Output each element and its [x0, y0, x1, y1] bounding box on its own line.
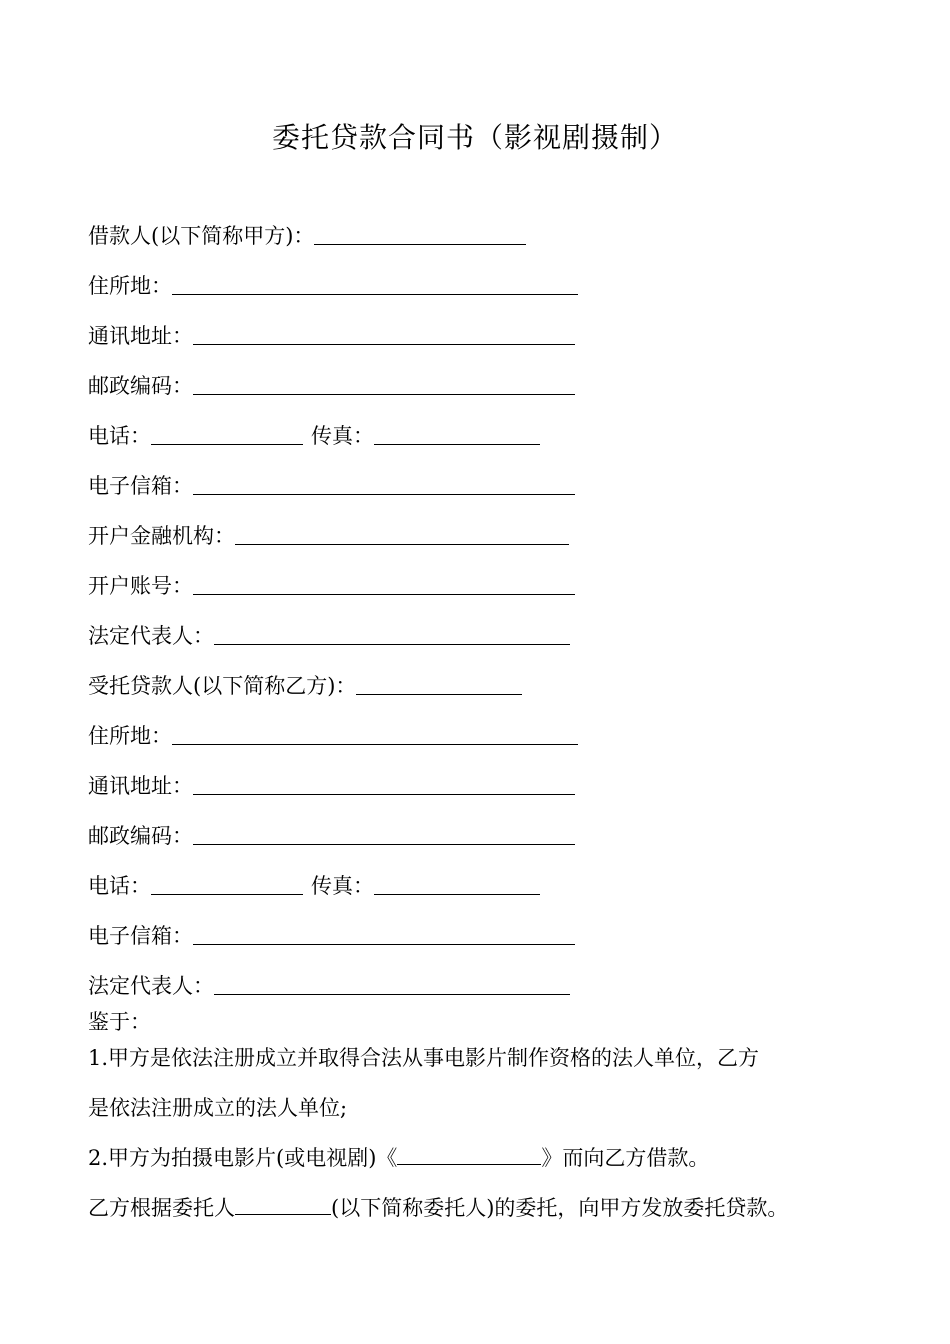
- lender-legal-rep-row: [88, 969, 570, 1003]
- borrower-postal-code-row: [88, 369, 575, 403]
- lender-email-blank[interactable]: [193, 943, 575, 945]
- recital-item2-after: 》而向乙方借款。: [541, 1146, 710, 1170]
- lender-phone-blank[interactable]: [151, 893, 303, 895]
- principal-name-blank[interactable]: [235, 1194, 331, 1215]
- borrower-account-label: 开户账号：: [88, 574, 193, 598]
- lender-postal-code-blank[interactable]: [193, 843, 575, 845]
- recital-item1-line1: 1.甲方是依法注册成立并取得合法从事电影片制作资格的法人单位，乙方: [88, 1046, 760, 1070]
- borrower-address-blank[interactable]: [172, 293, 578, 295]
- lender-postal-code-row: [88, 819, 575, 853]
- recital-item1-line2: 是依法注册成立的法人单位;: [88, 1096, 348, 1120]
- borrower-bank-row: [88, 519, 569, 553]
- lender-legal-rep-blank[interactable]: [214, 993, 570, 995]
- borrower-fax-label: 传真：: [311, 424, 374, 448]
- recital-item3-after: (以下简称委托人)的委托，向甲方发放委托贷款。: [331, 1196, 789, 1220]
- lender-mail-address-row: [88, 769, 575, 803]
- borrower-mail-address-label: 通讯地址：: [88, 324, 193, 348]
- lender-heading-label: 受托贷款人(以下简称乙方)：: [88, 674, 357, 698]
- borrower-account-row: [88, 569, 575, 603]
- lender-mail-address-blank[interactable]: [193, 793, 575, 795]
- borrower-mail-address-blank[interactable]: [193, 343, 575, 345]
- borrower-bank-label: 开户金融机构：: [88, 524, 235, 548]
- borrower-address-row: [88, 269, 578, 303]
- borrower-address-label: 住所地：: [88, 274, 172, 298]
- lender-phone-label: 电话：: [88, 874, 151, 898]
- borrower-legal-rep-label: 法定代表人：: [88, 624, 214, 648]
- borrower-mail-address-row: [88, 319, 575, 353]
- borrower-fax-blank[interactable]: [374, 443, 540, 445]
- recital-item2-before: 2.甲方为拍摄电影片(或电视剧)《: [88, 1146, 398, 1170]
- lender-fax-blank[interactable]: [374, 893, 540, 895]
- borrower-heading-row: [88, 219, 526, 253]
- borrower-phone-blank[interactable]: [151, 443, 303, 445]
- lender-legal-rep-label: 法定代表人：: [88, 974, 214, 998]
- lender-address-blank[interactable]: [172, 743, 578, 745]
- film-title-blank[interactable]: [397, 1144, 541, 1165]
- lender-email-row: [88, 919, 575, 953]
- document-title: 委托贷款合同书（影视剧摄制）: [271, 121, 678, 154]
- borrower-legal-rep-row: [88, 619, 570, 653]
- borrower-postal-code-label: 邮政编码：: [88, 374, 193, 398]
- lender-address-row: [88, 719, 578, 753]
- borrower-account-blank[interactable]: [193, 593, 575, 595]
- borrower-phone-fax-row: [88, 419, 540, 453]
- borrower-legal-rep-blank[interactable]: [214, 643, 570, 645]
- lender-mail-address-label: 通讯地址：: [88, 774, 193, 798]
- lender-postal-code-label: 邮政编码：: [88, 824, 193, 848]
- lender-name-blank[interactable]: [356, 693, 522, 695]
- lender-phone-fax-row: [88, 869, 540, 903]
- lender-heading-row: [88, 669, 522, 703]
- borrower-heading-label: 借款人(以下简称甲方)：: [88, 224, 315, 248]
- recital-item3: [88, 1191, 878, 1225]
- lender-address-label: 住所地：: [88, 724, 172, 748]
- borrower-bank-blank[interactable]: [235, 543, 569, 545]
- borrower-email-label: 电子信箱：: [88, 474, 193, 498]
- recitals-heading: 鉴于：: [88, 1010, 151, 1034]
- lender-fax-label: 传真：: [311, 874, 374, 898]
- borrower-email-blank[interactable]: [193, 493, 575, 495]
- recital-item3-before: 乙方根据委托人: [88, 1196, 235, 1220]
- borrower-email-row: [88, 469, 575, 503]
- lender-email-label: 电子信箱：: [88, 924, 193, 948]
- borrower-phone-label: 电话：: [88, 424, 151, 448]
- borrower-name-blank[interactable]: [314, 243, 526, 245]
- borrower-postal-code-blank[interactable]: [193, 393, 575, 395]
- recital-item2: [88, 1141, 878, 1175]
